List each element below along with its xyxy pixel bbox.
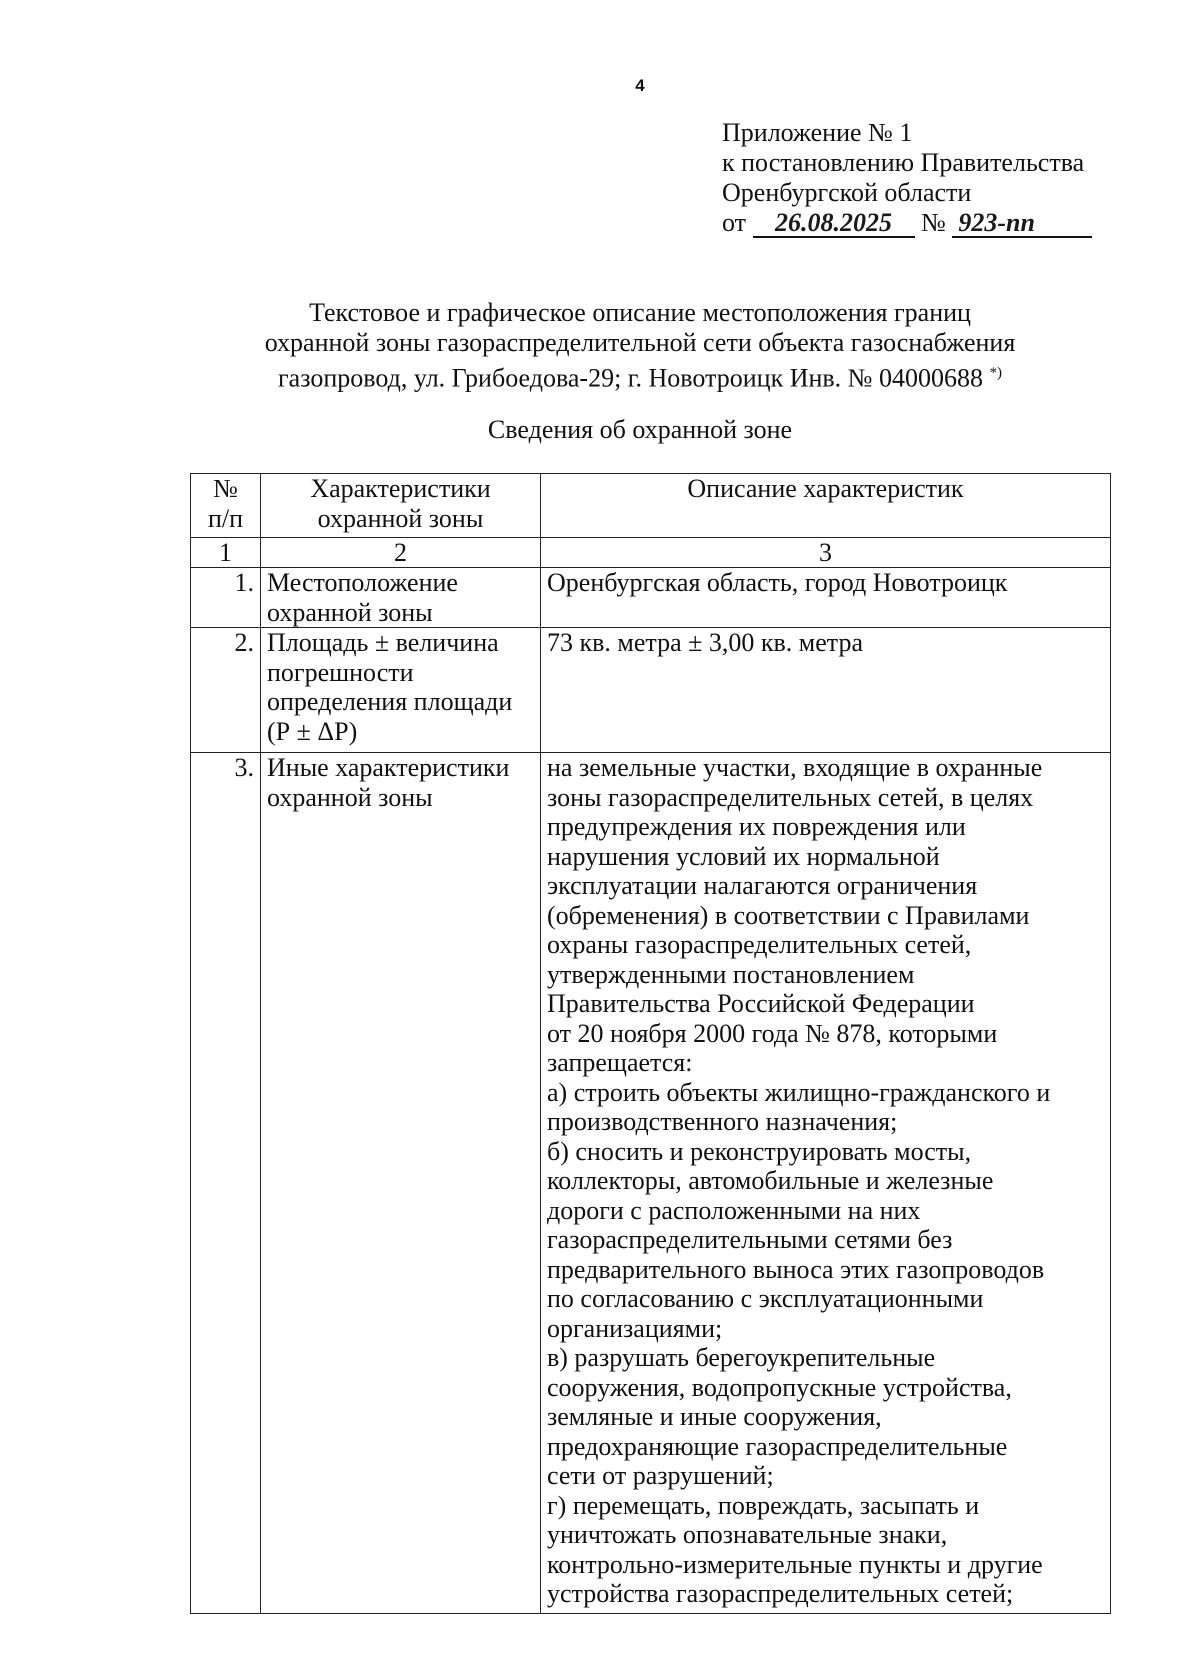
protection-zone-table [190, 473, 1111, 1614]
row-number: 1. [191, 568, 261, 628]
title-line-2: охранной зоны газораспределительной сети объекта газоснабжения [264, 328, 1016, 357]
page-number: 4 [635, 76, 645, 95]
row-number: 2. [191, 628, 261, 753]
handwritten-date: 26.08.2025 [753, 210, 915, 238]
table-row [191, 753, 1111, 1614]
index-cell-1: 1 [191, 538, 261, 568]
title-line-3 [0, 358, 1200, 394]
row-characteristic: Иные характеристики охранной зоны [261, 753, 541, 1614]
date-prefix: от [722, 208, 747, 237]
appendix-reference: к постановлению Правительства [722, 148, 1085, 177]
appendix-title: Приложение № 1 [722, 118, 913, 147]
appendix-region: Оренбургской области [722, 178, 972, 207]
number-prefix: № [921, 208, 946, 237]
row-number: 3. [191, 753, 261, 1614]
header-characteristics: Характеристики охранной зоны [261, 474, 541, 538]
appendix-date-line [722, 208, 1092, 238]
index-cell-2: 2 [261, 538, 541, 568]
document-title [0, 298, 1200, 394]
appendix-block [722, 118, 1092, 238]
header-description: Описание характеристик [541, 474, 1111, 538]
row-description: Оренбургская область, город Новотроицк [541, 568, 1111, 628]
header-number: № п/п [191, 474, 261, 538]
title-line-1: Текстовое и графическое описание местоположения границ [309, 298, 971, 327]
row-characteristic: Площадь ± величина погрешности определения площади (Р ± ΔР) [261, 628, 541, 753]
table-row [191, 568, 1111, 628]
index-cell-3: 3 [541, 538, 1111, 568]
table-row [191, 628, 1111, 753]
footnote-mark: *) [989, 365, 1002, 381]
table-index-row [191, 538, 1111, 568]
row-characteristic: Местоположение охранной зоны [261, 568, 541, 628]
title-line-3-text: газопровод, ул. Грибоедова-29; г. Новотроицк Инв. № 04000688 [278, 363, 983, 393]
table-header-row [191, 474, 1111, 538]
row-description: на земельные участки, входящие в охранные зоны газораспределительных сетей, в целях предупреждения их повреждения или нарушения условий их нормальной эксплуатации налагаются ограничения (обременения) в соответствии с Правилами охраны газораспределительных сетей, утвержденными постановлением Правительства Российской Федерации от 20 ноября 2000 года № 878, которыми запрещается: а) строить объекты жилищно-гражданского и производственного назначения; б) сносить и реконструировать мосты, коллекторы, автомобильные и железные дороги с расположенными на них газораспределительными сетями без предварительного выноса этих газопроводов по согласованию с эксплуатационными организациями; в) разрушать берегоукрепительные сооружения, водопропускные устройства, земляные и иные сооружения, предохраняющие газораспределительные сети от разрушений; г) перемещать, повреждать, засыпать и уничтожать опознавательные знаки, контрольно-измерительные пункты и другие устройства газораспределительных сетей; [541, 753, 1111, 1614]
handwritten-number: 923-пп [952, 210, 1092, 238]
section-title: Сведения об охранной зоне [487, 415, 793, 444]
row-description: 73 кв. метра ± 3,00 кв. метра [541, 628, 1111, 753]
